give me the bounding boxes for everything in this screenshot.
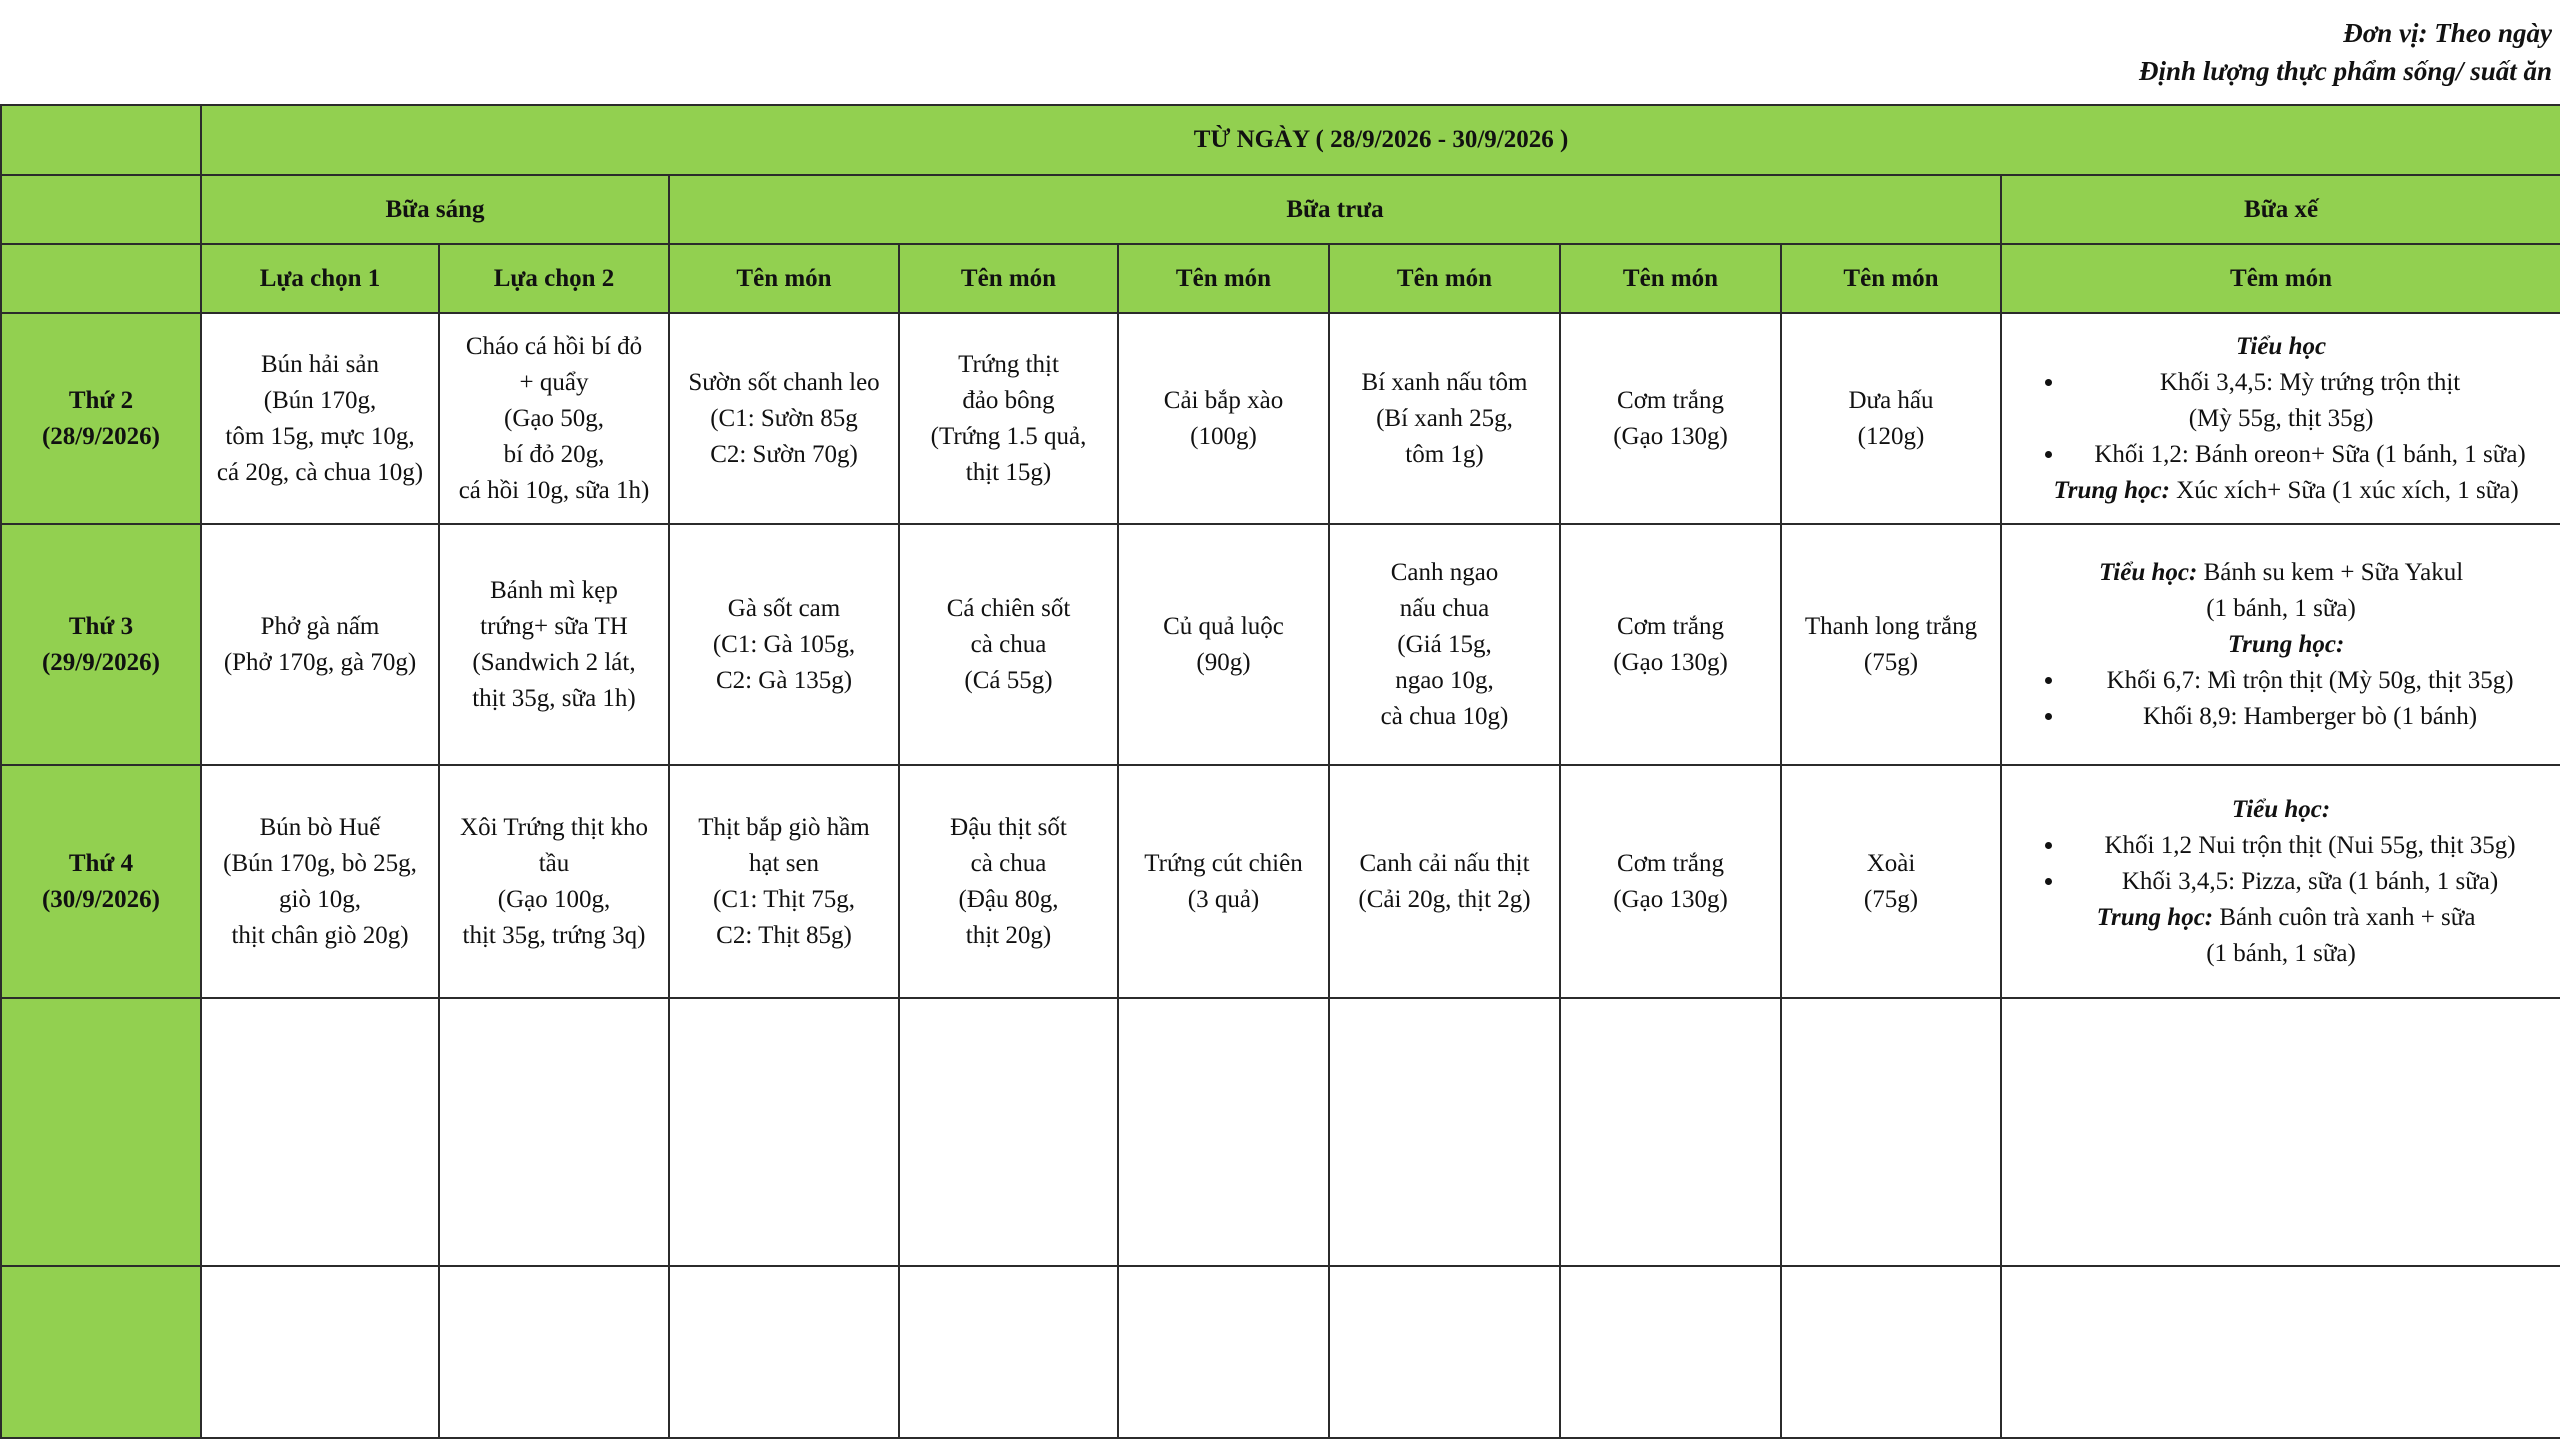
column-header: Tên món [1118, 244, 1329, 313]
empty-cell [899, 998, 1118, 1266]
corner-cell [1, 175, 201, 244]
dish-cell: Canh ngao nấu chua (Giá 15g, ngao 10g, cà chua 10g) [1329, 524, 1560, 765]
dish-cell: Bún hải sản (Bún 170g, tôm 15g, mực 10g, cá 20g, cà chua 10g) [201, 313, 439, 524]
snack-group-label: Tiểu học: [2231, 795, 2331, 823]
snack-header: Bữa xế [2001, 175, 2560, 244]
dish-cell: Cơm trắng (Gạo 130g) [1560, 765, 1781, 998]
dish-cell: Canh cải nấu thịt (Cải 20g, thịt 2g) [1329, 765, 1560, 998]
dish-cell: Cải bắp xào (100g) [1118, 313, 1329, 524]
day-label: Thứ 2 (28/9/2026) [1, 313, 201, 524]
snack-cell [2001, 765, 2560, 998]
dish-cell: Trứng thịt đảo bông (Trứng 1.5 quả, thịt 15g) [899, 313, 1118, 524]
snack-cell [2001, 524, 2560, 765]
day-label: Thứ 4 (30/9/2026) [1, 765, 201, 998]
quantity-note: Định lượng thực phẩm sống/ suất ăn [2139, 56, 2552, 86]
dish-cell: Sườn sốt chanh leo (C1: Sườn 85g C2: Sườn 70g) [669, 313, 899, 524]
date-range-row [1, 105, 2560, 175]
dish-cell: Dưa hấu (120g) [1781, 313, 2001, 524]
date-range-title: TỪ NGÀY ( 28/9/2026 - 30/9/2026 ) [201, 105, 2560, 175]
empty-cell [201, 1266, 439, 1438]
column-header: Tên món [669, 244, 899, 313]
empty-cell [1329, 1266, 1560, 1438]
dish-cell: Cơm trắng (Gạo 130g) [1560, 313, 1781, 524]
snack-line: Tiểu học: Bánh su kem + Sữa Yakul [2098, 558, 2464, 586]
empty-cell [1560, 1266, 1781, 1438]
unit-note [2139, 14, 2552, 90]
empty-cell [669, 1266, 899, 1438]
snack-group-label: Tiểu học [2236, 332, 2327, 360]
menu-table [0, 104, 2560, 1439]
snack-line: (Mỳ 55g, thịt 35g) [2188, 404, 2374, 432]
column-header: Tên món [899, 244, 1118, 313]
dish-cell: Đậu thịt sốt cà chua (Đậu 80g, thịt 20g) [899, 765, 1118, 998]
empty-cell [2001, 998, 2560, 1266]
empty-day-cell [1, 1266, 201, 1438]
dish-cell: Trứng cút chiên (3 quả) [1118, 765, 1329, 998]
dish-cell: Thanh long trắng (75g) [1781, 524, 2001, 765]
snack-line: (1 bánh, 1 sữa) [2206, 939, 2356, 967]
corner-cell [1, 105, 201, 175]
column-header-row [1, 244, 2560, 313]
empty-cell [1118, 998, 1329, 1266]
dish-cell: Cá chiên sốt cà chua (Cá 55g) [899, 524, 1118, 765]
snack-line: Trung học: Bánh cuôn trà xanh + sữa [2096, 903, 2476, 931]
snack-list [2008, 828, 2554, 900]
snack-list [2008, 663, 2554, 735]
snack-group-label: Trung học: [2227, 630, 2345, 658]
dish-cell: Cơm trắng (Gạo 130g) [1560, 524, 1781, 765]
column-header: Tên món [1781, 244, 2001, 313]
dish-cell: Xôi Trứng thịt kho tầu (Gạo 100g, thịt 35g, trứng 3q) [439, 765, 669, 998]
column-header: Lựa chọn 2 [439, 244, 669, 313]
snack-line: (1 bánh, 1 sữa) [2206, 594, 2356, 622]
dish-cell: Phở gà nấm (Phở 170g, gà 70g) [201, 524, 439, 765]
empty-row [1, 998, 2560, 1266]
snack-line: Trung học: Xúc xích+ Sữa (1 xúc xích, 1 sữa) [2053, 476, 2519, 504]
dish-cell: Củ quả luộc (90g) [1118, 524, 1329, 765]
dish-cell: Bí xanh nấu tôm (Bí xanh 25g, tôm 1g) [1329, 313, 1560, 524]
empty-cell [1781, 998, 2001, 1266]
snack-item: • Khối 6,7: Mì trộn thịt (Mỳ 50g, thịt 35g) [2066, 663, 2554, 699]
snack-item: • Khối 8,9: Hamberger bò (1 bánh) [2066, 699, 2554, 735]
empty-cell [1118, 1266, 1329, 1438]
snack-item: • Khối 1,2: Bánh oreon+ Sữa (1 bánh, 1 sữa) [2066, 437, 2554, 473]
meal-header-row [1, 175, 2560, 244]
snack-item: • Khối 1,2 Nui trộn thịt (Nui 55g, thịt 35g) [2066, 828, 2554, 864]
dish-cell: Bánh mì kẹp trứng+ sữa TH (Sandwich 2 lát, thịt 35g, sữa 1h) [439, 524, 669, 765]
dish-cell: Cháo cá hồi bí đỏ + quẩy (Gạo 50g, bí đỏ 20g, cá hồi 10g, sữa 1h) [439, 313, 669, 524]
dish-cell: Bún bò Huế (Bún 170g, bò 25g, giò 10g, thịt chân giò 20g) [201, 765, 439, 998]
lunch-header: Bữa trưa [669, 175, 2001, 244]
empty-cell [2001, 1266, 2560, 1438]
day-row [1, 313, 2560, 524]
dish-cell: Thịt bắp giò hầm hạt sen (C1: Thịt 75g, C2: Thịt 85g) [669, 765, 899, 998]
column-header: Tên món [1560, 244, 1781, 313]
day-label: Thứ 3 (29/9/2026) [1, 524, 201, 765]
dish-cell: Gà sốt cam (C1: Gà 105g, C2: Gà 135g) [669, 524, 899, 765]
day-row [1, 765, 2560, 998]
empty-cell [899, 1266, 1118, 1438]
corner-cell [1, 244, 201, 313]
empty-cell [1560, 998, 1781, 1266]
day-row [1, 524, 2560, 765]
snack-cell [2001, 313, 2560, 524]
unit-line: Đơn vị: Theo ngày [2343, 18, 2552, 48]
empty-cell [1329, 998, 1560, 1266]
empty-cell [669, 998, 899, 1266]
snack-item: • Khối 3,4,5: Mỳ trứng trộn thịt [2066, 365, 2554, 401]
empty-day-cell [1, 998, 201, 1266]
dish-cell: Xoài (75g) [1781, 765, 2001, 998]
column-header: Lựa chọn 1 [201, 244, 439, 313]
breakfast-header: Bữa sáng [201, 175, 669, 244]
column-header: Têm món [2001, 244, 2560, 313]
empty-cell [439, 998, 669, 1266]
column-header: Tên món [1329, 244, 1560, 313]
snack-item: • Khối 3,4,5: Pizza, sữa (1 bánh, 1 sữa) [2066, 864, 2554, 900]
empty-cell [201, 998, 439, 1266]
empty-row [1, 1266, 2560, 1438]
empty-cell [439, 1266, 669, 1438]
snack-list [2008, 365, 2554, 401]
empty-cell [1781, 1266, 2001, 1438]
snack-list [2008, 437, 2554, 473]
